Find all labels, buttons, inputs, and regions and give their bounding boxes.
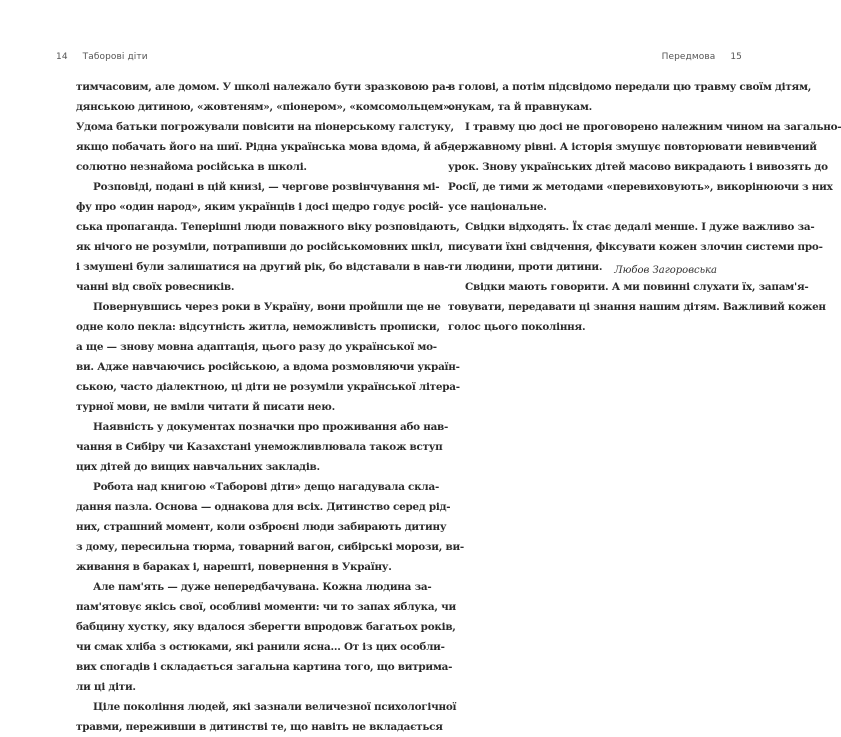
text-line: в голові, а потім підсвідомо передали цю травму своїм дітям, — [448, 81, 812, 93]
text-line: Але пам'ять — дуже непередбачувана. Кожна людина за- — [93, 581, 432, 593]
text-line: дянською дитиною, «жовтеням», «піонером», «комсомольцем». — [76, 101, 453, 113]
right-page-body-text — [448, 77, 841, 337]
text-line: них, страшний момент, коли озброєні люди забирають дитину — [76, 521, 447, 533]
text-line: фу про «один народ», яким українців і досі щедро годує росій- — [76, 201, 444, 213]
text-line: ви. Адже навчаючись російською, а вдома розмовляючи україн- — [76, 361, 460, 373]
text-line: живання в бараках і, нарешті, повернення в Україну. — [76, 561, 392, 573]
running-head-title: Передмова — [661, 52, 716, 62]
text-line: ти людини, проти дитини. — [448, 261, 603, 273]
text-line: тимчасовим, але домом. У школі належало бути зразковою ра- — [76, 81, 450, 93]
text-line: чання в Сибіру чи Казахстані унеможливлювала також вступ — [76, 441, 443, 453]
author-signature: Любов Загоровська — [614, 265, 717, 276]
text-line: з дому, пересильна тюрма, товарний вагон, сибірські морози, ви- — [76, 541, 464, 553]
text-line: як нічого не розуміли, потрапивши до російськомовних шкіл, — [76, 241, 444, 253]
text-line: І травму цю досі не проговорено належним чином на загально- — [465, 121, 841, 133]
text-line: одне коло пекла: відсутність житла, неможливість прописки, — [76, 321, 440, 333]
text-line: якщо побачать його на шиї. Рідна українська мова вдома, й аб- — [76, 141, 452, 153]
text-line: вих спогадів і складається загальна картина того, що витрима- — [76, 661, 453, 673]
text-line: Росії, де тими ж методами «перевиховують», викорінюючи з них — [448, 181, 833, 193]
text-line: травми, переживши в дитинстві те, що навіть не вкладається — [76, 721, 443, 733]
text-line: усе національне. — [448, 201, 547, 213]
text-line: ли ці діти. — [76, 681, 136, 693]
text-line: пам'ятовує якісь свої, особливі моменти: чи то запах яблука, чи — [76, 601, 456, 613]
text-line: дання пазла. Основа — однакова для всіх. Дитинство серед рід- — [76, 501, 451, 513]
text-line: урок. Знову українських дітей масово викрадають і вивозять до — [448, 161, 828, 173]
text-line: турної мови, не вміли читати й писати нею. — [76, 401, 335, 413]
page-number: 14 — [56, 52, 68, 62]
text-line: Ціле покоління людей, які зазнали величезної психологічної — [93, 701, 457, 713]
text-line: писувати їхні свідчення, фіксувати кожен злочин системи про- — [448, 241, 823, 253]
text-line: Свідки відходять. Їх стає дедалі менше. І дуже важливо за- — [465, 221, 815, 233]
page-number: 15 — [730, 52, 742, 62]
running-head-left — [56, 52, 148, 62]
text-line: Повернувшись через роки в Україну, вони пройшли ще не — [93, 301, 441, 313]
text-line: голос цього покоління. — [448, 321, 586, 333]
text-line: а ще — знову мовна адаптація, цього разу до української мо- — [76, 341, 437, 353]
left-page-body-text — [76, 77, 464, 737]
text-line: державному рівні. А історія змушує повторювати невивчений — [448, 141, 817, 153]
text-line: цих дітей до вищих навчальних закладів. — [76, 461, 320, 473]
text-line: Розповіді, подані в цій книзі, — чергове розвінчування мі- — [93, 181, 440, 193]
text-line: товувати, передавати ці знання нашим дітям. Важливий кожен — [448, 301, 826, 313]
text-line: Робота над книгою «Таборові діти» дещо нагадувала скла- — [93, 481, 440, 493]
text-line: Наявність у документах позначки про проживання або нав- — [93, 421, 449, 433]
text-line: і змушені були залишатися на другий рік, бо відставали в нав- — [76, 261, 449, 273]
running-head-right — [662, 52, 742, 62]
text-line: Свідки мають говорити. А ми повинні слухати їх, запам'я- — [465, 281, 809, 293]
text-line: чанні від своїх ровесників. — [76, 281, 235, 293]
text-line: ська пропаганда. Теперішні люди поважного віку розповідають, — [76, 221, 460, 233]
text-line: онукам, та й правнукам. — [448, 101, 593, 113]
text-line: солютно незнайома російська в школі. — [76, 161, 307, 173]
text-line: чи смак хліба з остюками, які ранили ясна... От із цих особли- — [76, 641, 445, 653]
text-line: бабцину хустку, яку вдалося зберегти впродовж багатьох років, — [76, 621, 456, 633]
text-line: ською, часто діалектною, ці діти не розуміли української літера- — [76, 381, 460, 393]
text-line: Удома батьки погрожували повісити на піонерському галстуку, — [76, 121, 454, 133]
running-head-title: Таборові діти — [82, 52, 148, 62]
right-page — [400, 0, 841, 626]
